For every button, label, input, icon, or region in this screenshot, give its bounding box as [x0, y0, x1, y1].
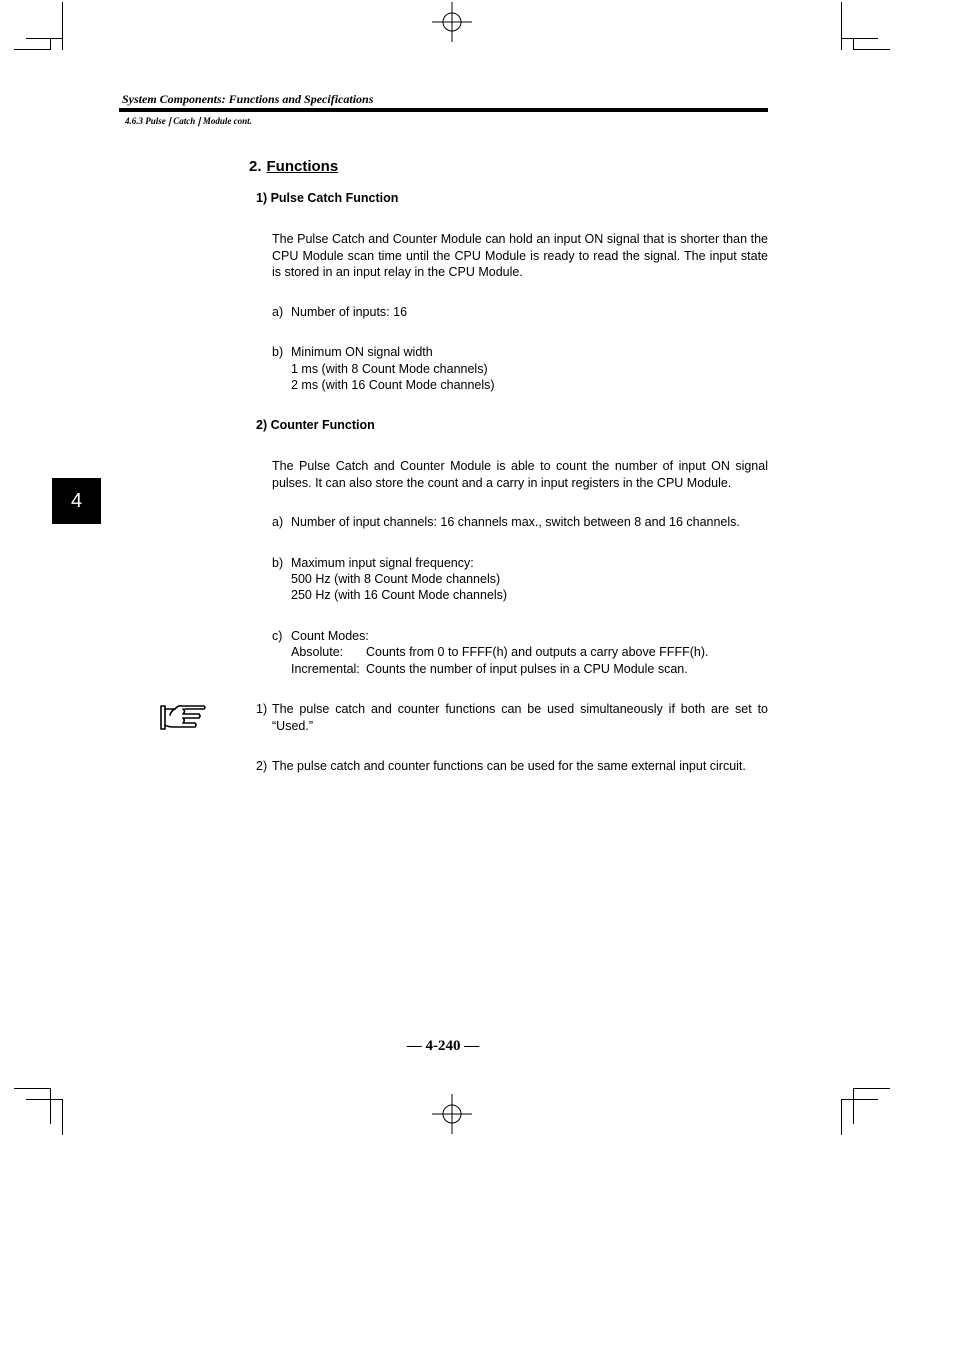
pulse-catch-intro: The Pulse Catch and Counter Module can hold an input ON signal that is shorter than the CPU Module scan time until the CPU Module is ready to read the signal. The input state is stored in an input relay in the CPU Module. [272, 232, 768, 279]
page-number: — 4-240 — [406, 1038, 480, 1054]
section-title [249, 158, 338, 175]
note-item: 2) The pulse catch and counter functions can be used for the same external input circuit. [256, 759, 746, 773]
counter-item-c: c) Count Modes: [272, 629, 369, 643]
pointing-hand-icon [158, 702, 208, 732]
section-number: 2. [249, 158, 262, 175]
note-item: 1) The pulse catch and counter functions can be used simultaneously if both are set to “Used.” [256, 702, 768, 733]
running-header-subsection: 4.6.3 Pulse❘Catch❘Module cont. [125, 116, 252, 126]
section-heading: Functions [266, 158, 339, 175]
counter-item-b: b) Maximum input signal frequency: [272, 556, 474, 570]
pulse-catch-item-b: b) Minimum ON signal width [272, 345, 433, 359]
counter-item-a: a) Number of input channels: 16 channels max., switch between 8 and 16 channels. [272, 515, 740, 529]
count-mode-absolute: Absolute: Counts from 0 to FFFF(h) and outputs a carry above FFFF(h). [291, 645, 709, 659]
counter-item-b-line: 500 Hz (with 8 Count Mode channels) [291, 572, 501, 586]
counter-intro: The Pulse Catch and Counter Module is able to count the number of input ON signal pulses. It can also store the count and a carry in input registers in the CPU Module. [272, 459, 768, 490]
running-header-title: System Components: Functions and Specifications [122, 92, 374, 106]
pulse-catch-item-b-line: 1 ms (with 8 Count Mode channels) [291, 362, 488, 376]
registration-mark-top-icon [432, 2, 472, 42]
chapter-tab: 4 [52, 478, 101, 524]
pulse-catch-item-b-line: 2 ms (with 16 Count Mode channels) [291, 378, 495, 392]
counter-heading: 2) Counter Function [256, 418, 375, 432]
registration-mark-bottom-icon [432, 1094, 472, 1134]
pulse-catch-heading: 1) Pulse Catch Function [256, 191, 399, 205]
count-mode-incremental: Incremental: Counts the number of input pulses in a CPU Module scan. [291, 662, 688, 676]
counter-item-b-line: 250 Hz (with 16 Count Mode channels) [291, 588, 508, 602]
header-rule [119, 108, 768, 112]
pulse-catch-item-a: a) Number of inputs: 16 [272, 305, 408, 319]
